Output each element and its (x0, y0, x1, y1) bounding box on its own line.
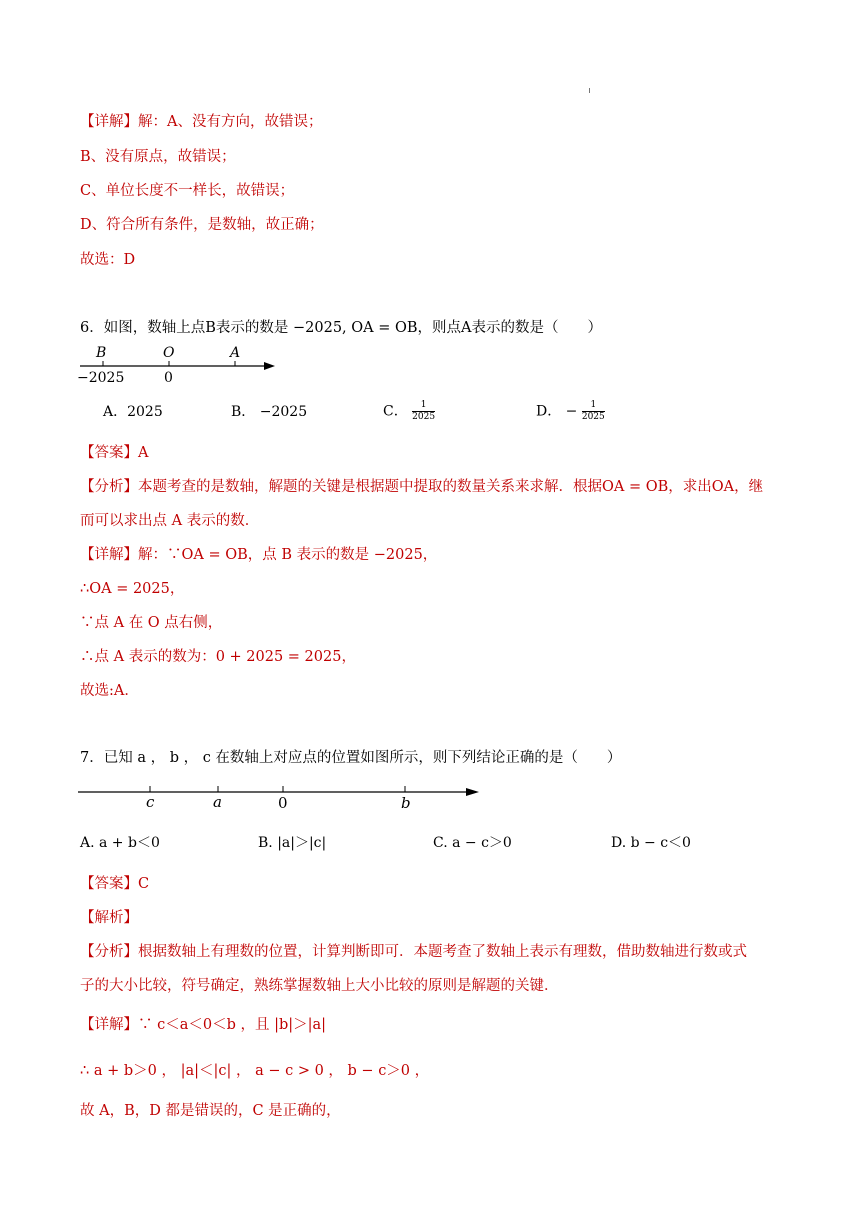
q6-option-d: D． − $\frac{1}{2025}$ (536, 400, 605, 422)
prev-detail-line-2: B、没有原点，故错误； (80, 149, 236, 165)
label-a: a (213, 793, 222, 811)
q7-jiexi: 【解析】 (80, 910, 138, 926)
detail-tag: 【详解】 (80, 114, 138, 130)
prev-detail-line-4: D、符合所有条件，是数轴，故正确； (80, 217, 324, 233)
q6-option-c: C． $\frac{1}{2025}$ (383, 400, 436, 422)
q7-detail-line-1: 【详解】∵ c＜a＜0＜b ，且 |b|＞|a| (80, 1017, 327, 1033)
q7-analysis-line-1: 【分析】根据数轴上有理数的位置，计算判断即可．本题考查了数轴上表示有理数，借助数轴进行数或式 (80, 944, 747, 960)
label-b: b (401, 794, 411, 812)
q7-option-a: A. a + b＜0 (80, 835, 160, 851)
q7-option-b: B. |a|＞|c| (258, 835, 327, 851)
q7-answer: 【答案】C (80, 876, 150, 892)
q7-analysis-line-2: 子的大小比较，符号确定，熟练掌握数轴上大小比较的原则是解题的关键． (80, 978, 559, 994)
q7-option-c: C. a − c＞0 (433, 835, 512, 851)
arrow-head (264, 362, 275, 370)
fraction: $\frac{1}{2025}$ (581, 400, 605, 422)
q7-detail-line-2: ∴ a + b＞0 ， |a|＜|c| ， a − c > 0 ， b − c＞0 ， (80, 1063, 430, 1079)
q6-analysis-line-1: 【分析】本题考查的是数轴，解题的关键是根据题中提取的数量关系来求解．根据OA = OB，求出OA，继 (80, 479, 764, 495)
q6-stem: 6．如图，数轴上点B表示的数是 −2025, OA = OB，则点A表示的数是（ ） (80, 320, 602, 336)
q7-option-d: D. b − c＜0 (611, 835, 691, 851)
q7-stem: 7．已知 a ， b ， c 在数轴上对应点的位置如图所示，则下列结论正确的是（ ） (80, 750, 622, 766)
value-O: 0 (164, 370, 173, 386)
label-B: B (96, 345, 107, 361)
page-mark (589, 88, 590, 93)
q6-detail-line-2: ∴OA = 2025， (80, 581, 185, 597)
value-B: −2025 (77, 370, 125, 386)
q6-number-line-figure (76, 342, 286, 390)
q6-detail-line-4: ∴点 A 表示的数为：0 + 2025 = 2025， (80, 649, 356, 665)
q7-number-line-figure (78, 780, 488, 814)
q6-detail-line-3: ∵点 A 在 O 点右侧， (80, 615, 223, 631)
q6-analysis-line-2: 而可以求出点 A 表示的数． (80, 513, 260, 529)
label-zero: 0 (278, 794, 288, 812)
prev-detail-line-3: C、单位长度不一样长，故错误； (80, 183, 295, 199)
q6-option-a: A．2025 (103, 404, 163, 420)
prev-detail-line-1: 【详解】解：A、没有方向，故错误； (80, 114, 323, 130)
q7-detail-line-3: 故 A，B，D 都是错误的，C 是正确的， (80, 1103, 341, 1119)
q6-answer: 【答案】A (80, 445, 149, 461)
arrow-head (466, 788, 479, 796)
q6-option-b: B． −2025 (231, 404, 308, 420)
label-c: c (146, 793, 155, 811)
label-A: A (230, 345, 241, 361)
prev-answer-choice: 故选：D (80, 252, 136, 268)
fraction: $\frac{1}{2025}$ (412, 400, 436, 422)
label-O: O (163, 345, 175, 361)
q6-detail-line-1: 【详解】解：∵OA = OB，点 B 表示的数是 −2025， (80, 547, 438, 563)
q6-detail-line-5: 故选:A． (80, 683, 139, 699)
